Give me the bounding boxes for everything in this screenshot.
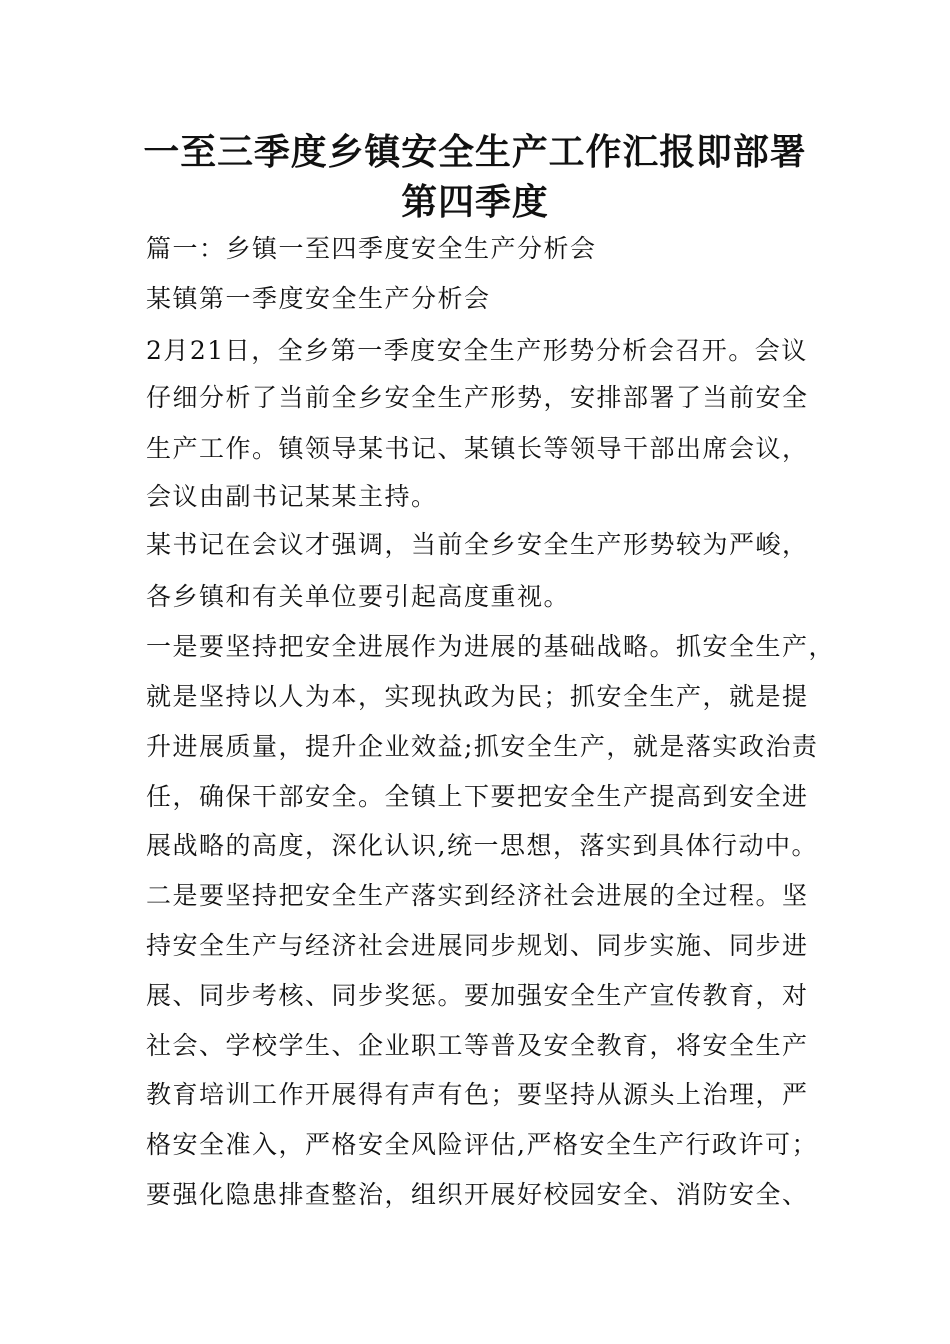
- body-line: 持安全生产与经济社会进展同步规划、同步实施、同步进: [146, 931, 809, 960]
- body-line: 要强化隐患排查整治，组织开展好校园安全、消防安全、: [146, 1180, 809, 1209]
- body-line: 格安全准入，严格安全风险评估,严格安全生产行政许可；: [146, 1130, 818, 1159]
- body-line: 会议由副书记某某主持。: [146, 482, 438, 511]
- body-line: 教育培训工作开展得有声有色；要坚持从源头上治理，严: [146, 1080, 809, 1109]
- section-heading: 篇一：乡镇一至四季度安全生产分析会: [146, 234, 597, 263]
- body-line: 生产工作。镇领导某书记、某镇长等领导干部出席会议，: [146, 434, 809, 463]
- body-line: 升进展质量，提升企业效益;抓安全生产，就是落实政治责: [146, 732, 819, 761]
- body-line: 社会、学校学生、企业职工等普及安全教育，将安全生产: [146, 1031, 809, 1060]
- body-line: 某书记在会议才强调，当前全乡安全生产形势较为严峻，: [146, 530, 809, 559]
- body-line: 2月21日，全乡第一季度安全生产形势分析会召开。会议: [146, 336, 808, 365]
- body-line: 展、同步考核、同步奖惩。要加强安全生产宣传教育，对: [146, 981, 809, 1010]
- body-line: 二是要坚持把安全生产落实到经济社会进展的全过程。坚: [146, 881, 809, 910]
- document-title-line-1: 一至三季度乡镇安全生产工作汇报即部署: [143, 132, 807, 173]
- body-line: 仔细分析了当前全乡安全生产形势，安排部署了当前安全: [146, 383, 809, 412]
- body-line: 就是坚持以人为本，实现执政为民；抓安全生产，就是提: [146, 682, 809, 711]
- subheading: 某镇第一季度安全生产分析会: [146, 284, 491, 313]
- body-line: 展战略的高度，深化认识,统一思想，落实到具体行动中。: [146, 831, 818, 860]
- document-title-line-2: 第四季度: [401, 182, 549, 223]
- body-line: 各乡镇和有关单位要引起高度重视。: [146, 582, 571, 611]
- body-line: 任，确保干部安全。全镇上下要把安全生产提高到安全进: [146, 782, 809, 811]
- body-line: 一是要坚持把安全进展作为进展的基础战略。抓安全生产，: [146, 632, 836, 661]
